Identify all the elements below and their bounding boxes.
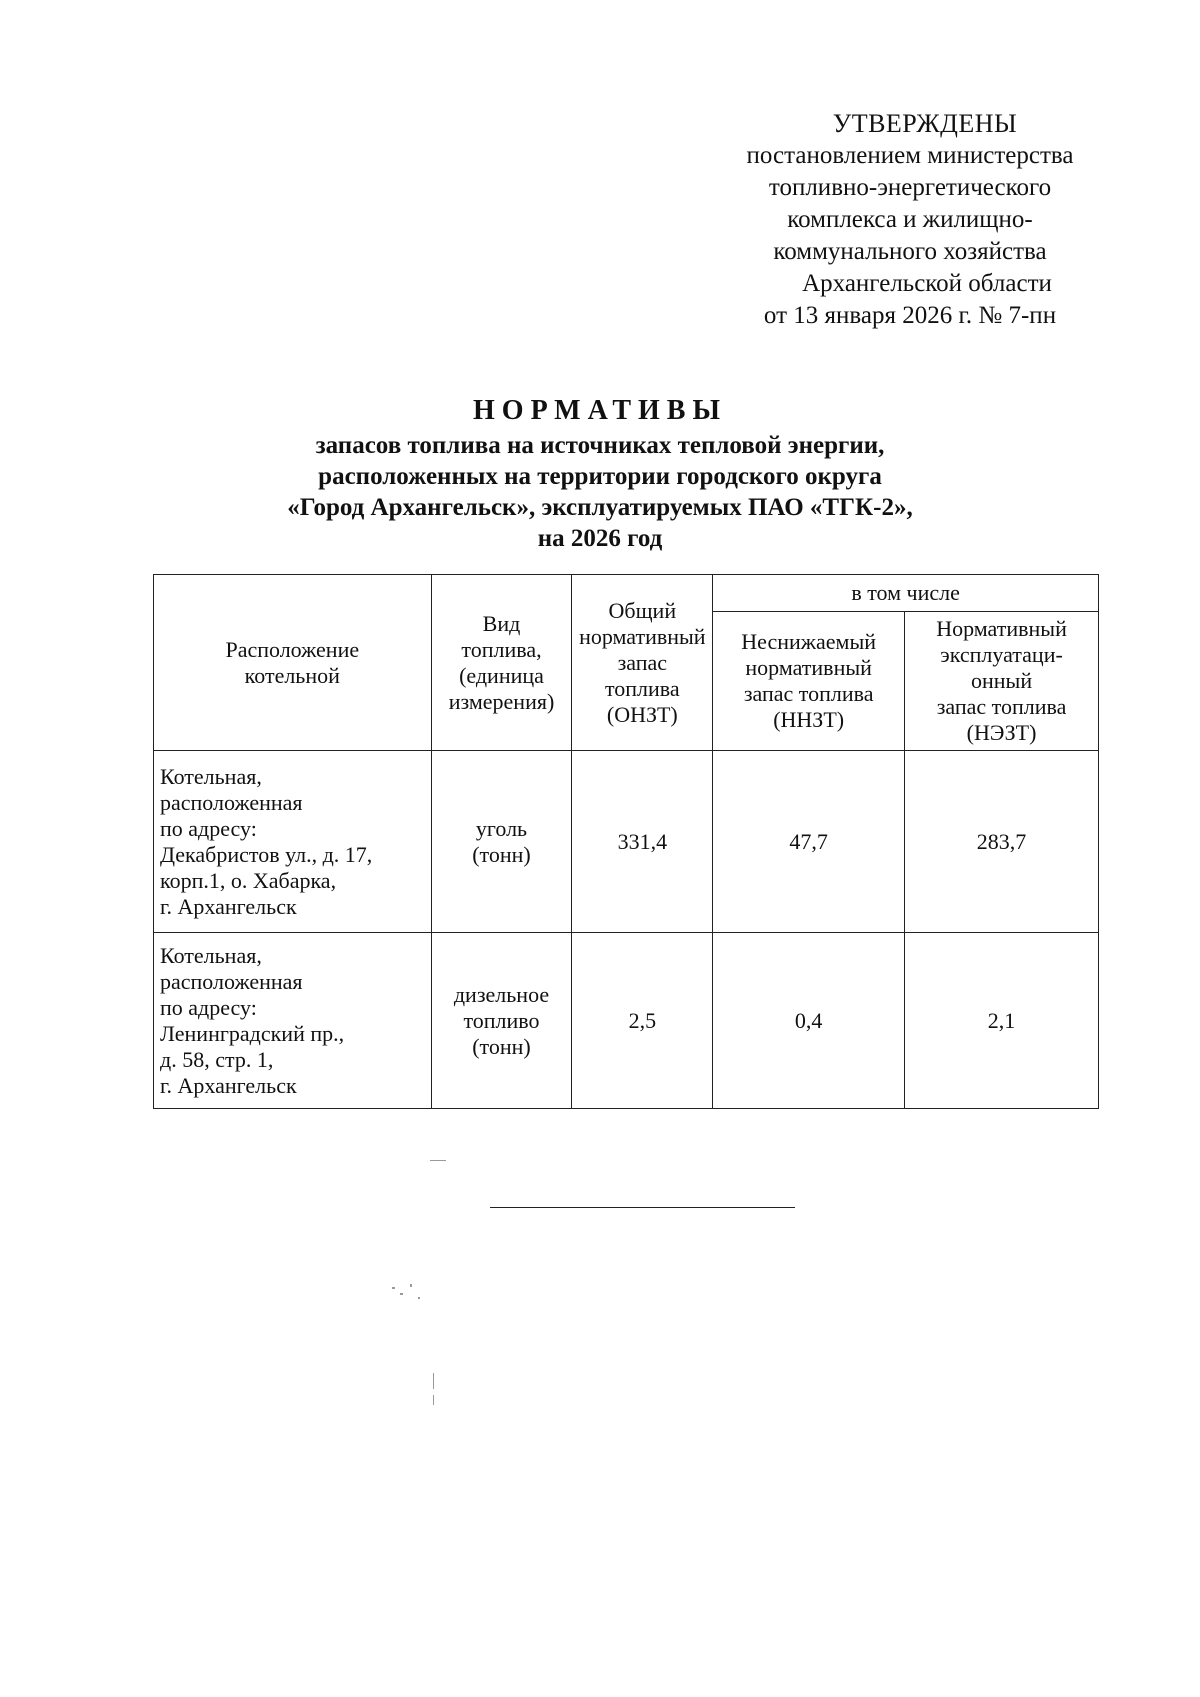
title-line: на 2026 год (537, 525, 663, 552)
cell-total-reserve: 2,5 (572, 933, 713, 1109)
title-line: запасов топлива на источниках тепловой энергии, (315, 432, 885, 459)
approval-line: топливно-энергетического (768, 174, 1052, 201)
scan-speck (433, 1395, 434, 1405)
cell-fuel-type: уголь (тонн) (431, 751, 572, 933)
cell-fuel-type: дизельное топливо (тонн) (431, 933, 572, 1109)
approval-line: Архангельской области (802, 270, 1052, 297)
closing-rule (490, 1207, 795, 1208)
cell-nezt: 283,7 (905, 751, 1099, 933)
cell-total-reserve: 331,4 (572, 751, 713, 933)
header-nezt: Нормативный эксплуатаци- онный запас топлива (НЭЗТ) (905, 612, 1099, 751)
cell-nnzt: 47,7 (713, 751, 905, 933)
approval-line: коммунального хозяйства (773, 238, 1047, 265)
cell-nezt: 2,1 (905, 933, 1099, 1109)
header-fuel-type: Вид топлива, (единица измерения) (431, 575, 572, 751)
document-title: НОРМАТИВЫ (473, 395, 727, 426)
cell-location: Котельная, расположенная по адресу: Декабристов ул., д. 17, корп.1, о. Хабарка, г. Архангельск (154, 751, 432, 933)
header-total-reserve: Общий нормативный запас топлива (ОНЗТ) (572, 575, 713, 751)
title-line: «Город Архангельск», эксплуатируемых ПАО «ТГК-2», (287, 494, 913, 521)
approval-block (700, 108, 1120, 332)
table-header-row (154, 575, 1099, 612)
approval-line: комплекса и жилищно- (787, 206, 1033, 233)
approval-line: постановлением министерства (746, 142, 1074, 169)
header-location: Расположение котельной (154, 575, 432, 751)
scan-speck (430, 1160, 446, 1161)
table-row (154, 751, 1099, 933)
approval-heading: УТВЕРЖДЕНЫ (832, 109, 1018, 138)
scan-speck (400, 1293, 403, 1295)
table-row (154, 933, 1099, 1109)
document-title-block (150, 394, 1050, 554)
scan-speck (433, 1373, 434, 1389)
cell-location: Котельная, расположенная по адресу: Ленинградский пр., д. 58, стр. 1, г. Архангельск (154, 933, 432, 1109)
norms-table (153, 574, 1099, 1109)
title-line: расположенных на территории городского округа (318, 463, 882, 490)
scan-speck (418, 1297, 420, 1299)
header-nnzt: Неснижаемый нормативный запас топлива (ННЗТ) (713, 612, 905, 751)
approval-line: от 13 января 2026 г. № 7-пн (763, 302, 1057, 329)
scan-speck (392, 1287, 395, 1289)
cell-nnzt: 0,4 (713, 933, 905, 1109)
header-including: в том числе (713, 575, 1099, 612)
scan-speck (410, 1284, 412, 1287)
